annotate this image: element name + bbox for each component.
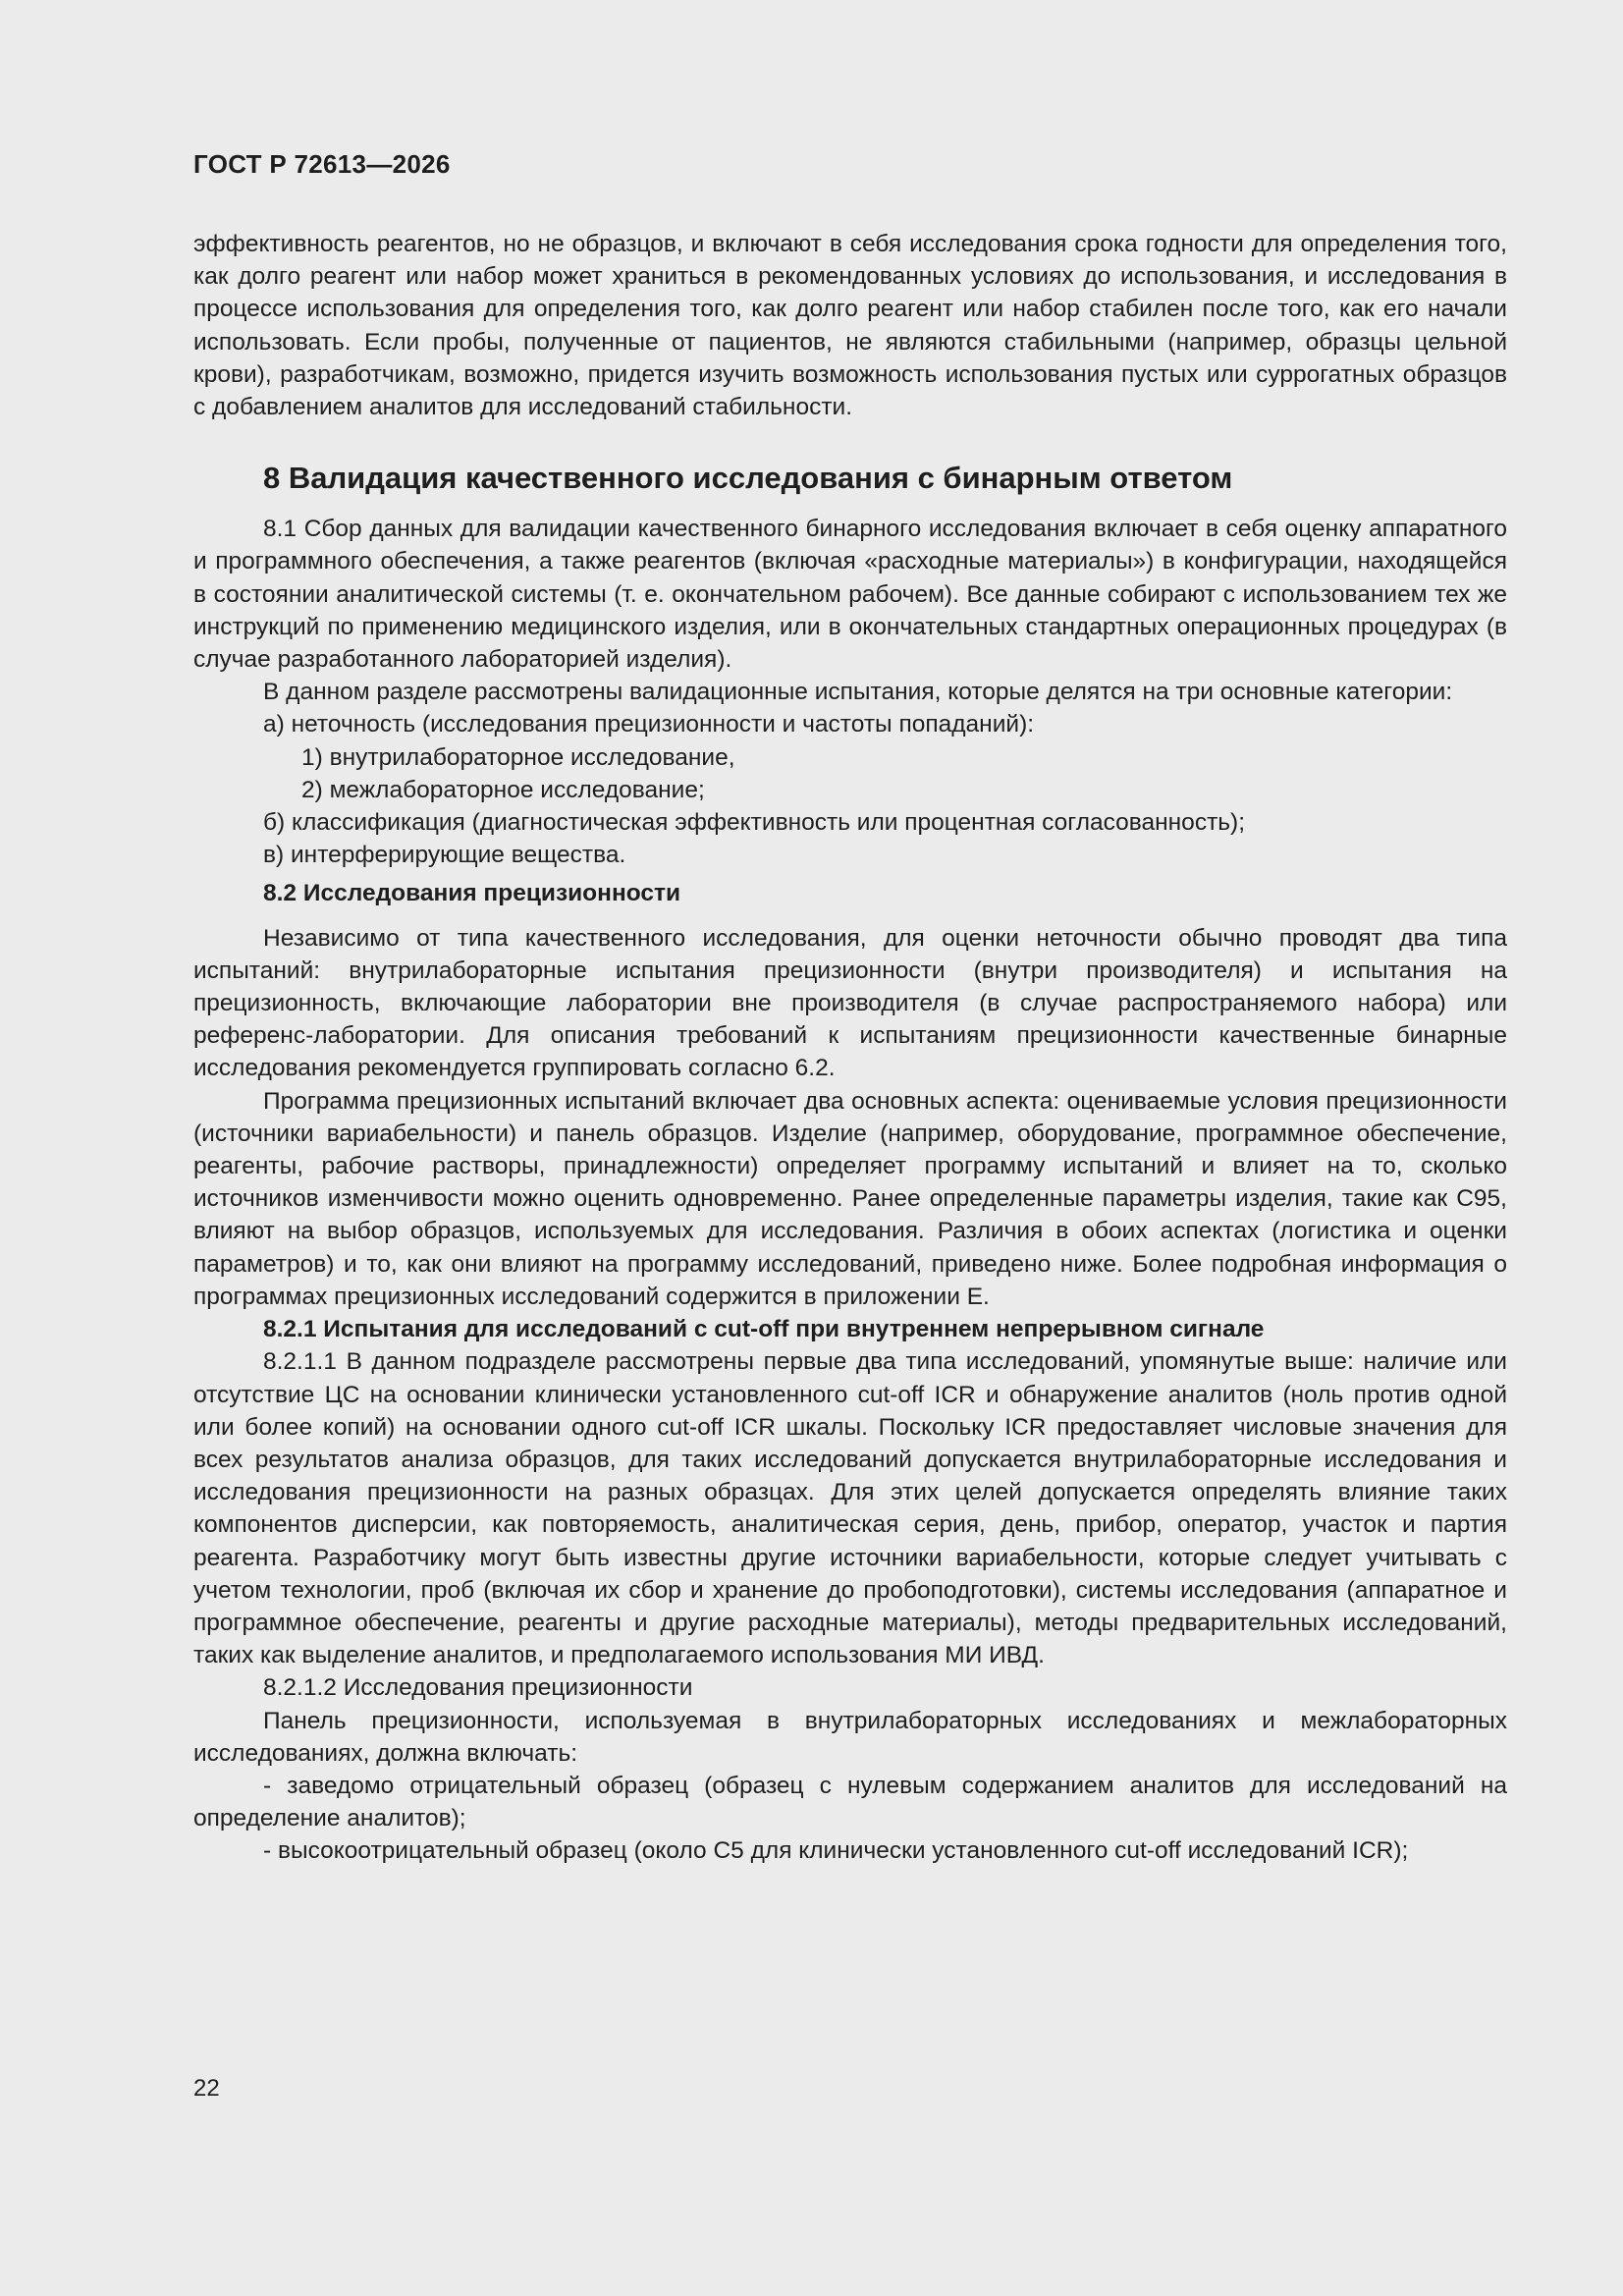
list-item-a: а) неточность (исследования прецизионности и частоты попаданий): <box>263 711 1035 738</box>
paragraph-intro: эффективность реагентов, но не образцов, и включают в себя исследования срока годности для определения того, как долго реагент или набор может храниться в рекомендованных условиях до использования, и исследования в процессе использования для определения того, как долго реагент или набор стабилен после того, как его начали использовать. Если пробы, полученные от пациентов, не являются стабильными (например, образцы цельной крови), разработчикам, возможно, придется изучить возможность использования пустых или суррогатных образцов с добавлением аналитов для исследований стабильности. <box>193 231 1507 421</box>
dash-item-1: - заведомо отрицательный образец (образец с нулевым содержанием аналитов для исследований на определение аналитов); <box>193 1772 1507 1832</box>
document-code-header: ГОСТ Р 72613—2026 <box>193 149 451 179</box>
section-8-2-1-2-title: 8.2.1.2 Исследования прецизионности <box>263 1674 693 1702</box>
paragraph-8-1: 8.1 Сбор данных для валидации качественного бинарного исследования включает в себя оценку аппаратного и программного обеспечения, а также реагентов (включая «расходные материалы») в конфигурации, находящейся в состоянии аналитической системы (т. е. окончательном рабочем). Все данные собирают с использованием тех же инструкций по применению медицинского изделия, или в окончательных стандартных операционных процедурах (в случае разработанного лабораторией изделия). <box>193 516 1507 674</box>
paragraph-8-2-a: Независимо от типа качественного исследования, для оценки неточности обычно проводят два типа испытаний: внутрилабораторные испытания прецизионности (внутри производителя) и испытания на прецизионность, включающие лаборатории вне производителя (в случае распространяемого набора) или референс-лаборатории. Для описания требований к испытаниям прецизионности качественные бинарные исследования рекомендуется группировать согласно 6.2. <box>193 924 1507 1082</box>
list-item-v: в) интерферирующие вещества. <box>263 842 626 869</box>
document-body <box>193 228 1507 1868</box>
paragraph-categories: В данном разделе рассмотрены валидационные испытания, которые делятся на три основные категории: <box>263 679 1453 706</box>
section-8-2-1-title: 8.2.1 Испытания для исследований с cut-off при внутреннем непрерывном сигнале <box>263 1316 1265 1343</box>
list-item-a-1: 1) внутрилабораторное исследование, <box>301 743 735 771</box>
section-8-2-title: 8.2 Исследования прецизионности <box>263 880 681 907</box>
paragraph-8-2-1-2: Панель прецизионности, используемая в внутрилабораторных исследованиях и межлабораторных исследованиях, должна включать: <box>193 1707 1507 1767</box>
page-number: 22 <box>193 2075 220 2102</box>
dash-item-2: - высокоотрицательный образец (около C5 для клинически установленного cut-off исследований ICR); <box>263 1837 1409 1865</box>
list-item-a-2: 2) межлабораторное исследование; <box>301 776 705 803</box>
section-8-title: 8 Валидация качественного исследования с бинарным ответом <box>263 461 1233 496</box>
paragraph-8-2-1-1: 8.2.1.1 В данном подразделе рассмотрены первые два типа исследований, упомянутые выше: наличие или отсутствие ЦС на основании клинически установленного cut-off ICR и обнаружение аналитов (ноль против одной или более копий) на основании одного cut-off ICR шкалы. Поскольку ICR предоставляет числовые значения для всех результатов анализа образцов, для таких исследований допускается внутрилабораторные исследования и исследования прецизионности на разных образцах. Для этих целей допускается определять влияние таких компонентов дисперсии, как повторяемость, аналитическая серия, день, прибор, оператор, участок и партия реагента. Разработчику могут быть известны другие источники вариабельности, которые следует учитывать с учетом технологии, проб (включая их сбор и хранение до пробоподготовки), системы исследования (аппаратное и программное обеспечение, реагенты и другие расходные материалы), методы предварительных исследований, таких как выделение аналитов, и предполагаемого использования МИ ИВД. <box>193 1348 1507 1669</box>
list-item-b: б) классификация (диагностическая эффективность или процентная согласованность); <box>263 809 1246 837</box>
paragraph-8-2-b: Программа прецизионных испытаний включает два основных аспекта: оцениваемые условия прецизионности (источники вариабельности) и панель образцов. Изделие (например, оборудование, программное обеспечение, реагенты, рабочие растворы, принадлежности) определяет программу испытаний и влияет на то, сколько источников изменчивости можно оценить одновременно. Ранее определенные параметры изделия, такие как C95, влияют на выбор образцов, используемых для исследования. Различия в обоих аспектах (логистика и оценки параметров) и то, как они влияют на программу исследований, приведено ниже. Более подробная информация о программах прецизионных исследований содержится в приложении Е. <box>193 1087 1507 1310</box>
